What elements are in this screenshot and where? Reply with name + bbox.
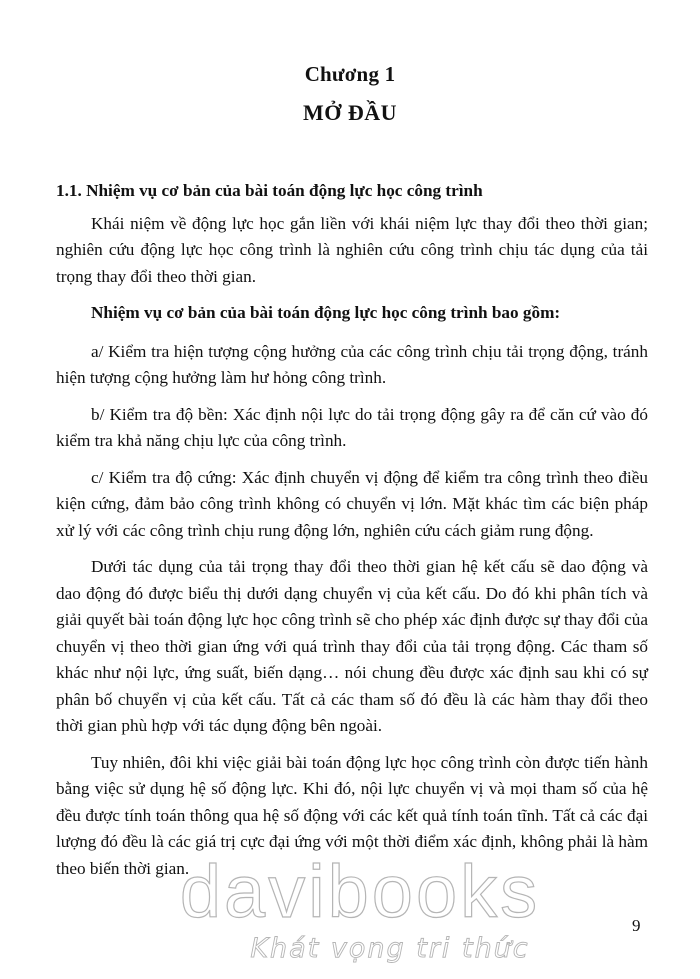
paragraph-dynamic-coefficient: Tuy nhiên, đôi khi việc giải bài toán động lực học công trình còn được tiến hành bằng việc sử dụng hệ số động lực. Khi đó, nội lực chuyển vị và mọi tham số của hệ đều được tính toán thông qua hệ số động với các kết quả tính toán tĩnh. Tất cả các đại lượng đó đều là các giá trị cực đại ứng với một thời điểm xác định, không phải là hàm theo biến thời gian. bbox=[56, 752, 648, 878]
section-heading: 1.1. Nhiệm vụ cơ bản của bài toán động lực học công trình bbox=[56, 181, 483, 200]
page-body bbox=[56, 178, 648, 892]
paragraph-task-b: b/ Kiểm tra độ bền: Xác định nội lực do tải trọng động gây ra để căn cứ vào đó kiểm tra khả năng chịu lực của công trình. bbox=[56, 404, 648, 450]
watermark-tagline: Khát vọng tri thức bbox=[250, 933, 530, 964]
chapter-title: MỞ ĐẦU bbox=[302, 100, 398, 125]
page-number: 9 bbox=[632, 916, 641, 935]
paragraph-task-a: a/ Kiểm tra hiện tượng cộng hưởng của các công trình chịu tải trọng động, tránh hiện tượng cộng hưởng làm hư hỏng công trình. bbox=[56, 341, 648, 387]
paragraph-tasks-lead: Nhiệm vụ cơ bản của bài toán động lực học công trình bao gồm: bbox=[91, 303, 561, 322]
watermark-brand: davibooks bbox=[179, 850, 541, 933]
paragraph-task-c: c/ Kiểm tra độ cứng: Xác định chuyển vị động để kiểm tra công trình theo điều kiện cứng, đảm bảo công trình không có chuyển vị lớn. Mặt khác tìm các biện pháp xử lý với các công trình chịu rung động lớn, nghiên cứu cách giảm rung động. bbox=[56, 467, 648, 540]
chapter-label: Chương 1 bbox=[304, 62, 396, 86]
paragraph-dynamic-load: Dưới tác dụng của tải trọng thay đổi theo thời gian hệ kết cấu sẽ dao động và dao động đó được biểu thị dưới dạng chuyển vị của kết cấu. Do đó khi phân tích và giải quyết bài toán động lực học công trình sẽ cho phép xác định được sự thay đổi của chuyển vị theo thời gian ứng với quá trình thay đổi của tải trọng động. Các tham số khác như nội lực, ứng suất, biến dạng… nói chung đều được xác định sau khi có sự phân bố chuyển vị của kết cấu. Tất cả các tham số đó đều là các hàm thay đổi theo thời gian phù hợp với tác dụng động bên ngoài. bbox=[56, 557, 648, 735]
paragraph-intro: Khái niệm về động lực học gắn liền với khái niệm lực thay đổi theo thời gian; nghiên cứu động lực học công trình là nghiên cứu công trình chịu tác dụng của tải trọng thay đổi theo thời gian. bbox=[56, 213, 648, 286]
